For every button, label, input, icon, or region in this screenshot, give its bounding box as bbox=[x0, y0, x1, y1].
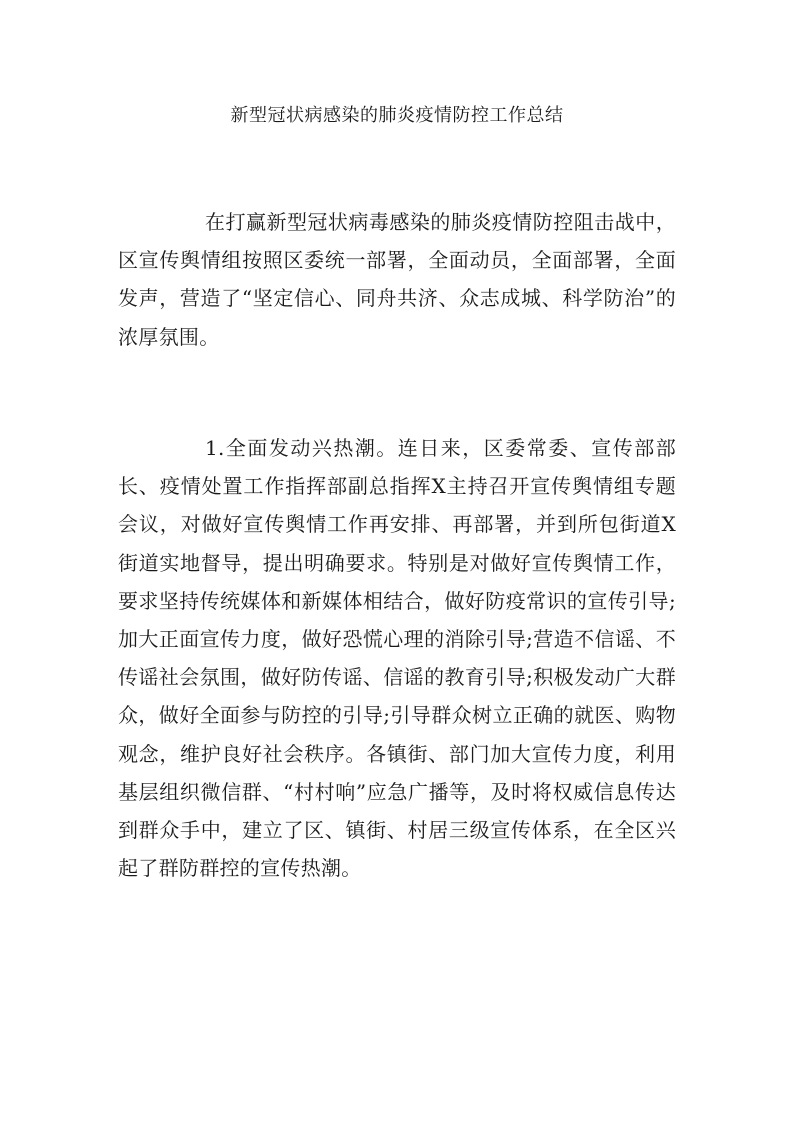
section-1-paragraph: 1.全面发动兴热潮。连日来，区委常委、宣传部部长、疫情处置工作指挥部副总指挥X主持召开宣传舆情组专题会议，对做好宣传舆情工作再安排、再部署，并到所包街道X街道实地督导，提出明确要求。特别是对做好宣传舆情工作，要求坚持传统媒体和新媒体相结合，做好防疫常识的宣传引导;加大正面宣传力度，做好恐慌心理的消除引导;营造不信谣、不传谣社会氛围，做好防传谣、信谣的教育引导;积极发动广大群众，做好全面参与防控的引导;引导群众树立正确的就医、购物观念，维护良好社会秩序。各镇街、部门加大宣传力度，利用基层组织微信群、“村村响”应急广播等，及时将权威信息传达到群众手中，建立了区、镇街、村居三级宣传体系，在全区兴起了群防群控的宣传热潮。 bbox=[118, 436, 676, 881]
intro-paragraph: 在打赢新型冠状病毒感染的肺炎疫情防控阻击战中，区宣传舆情组按照区委统一部署，全面动员，全面部署，全面发声，营造了“坚定信心、同舟共济、众志成城、科学防治”的浓厚氛围。 bbox=[118, 210, 676, 349]
document-title: 新型冠状病感染的肺炎疫情防控工作总结 bbox=[230, 105, 564, 126]
